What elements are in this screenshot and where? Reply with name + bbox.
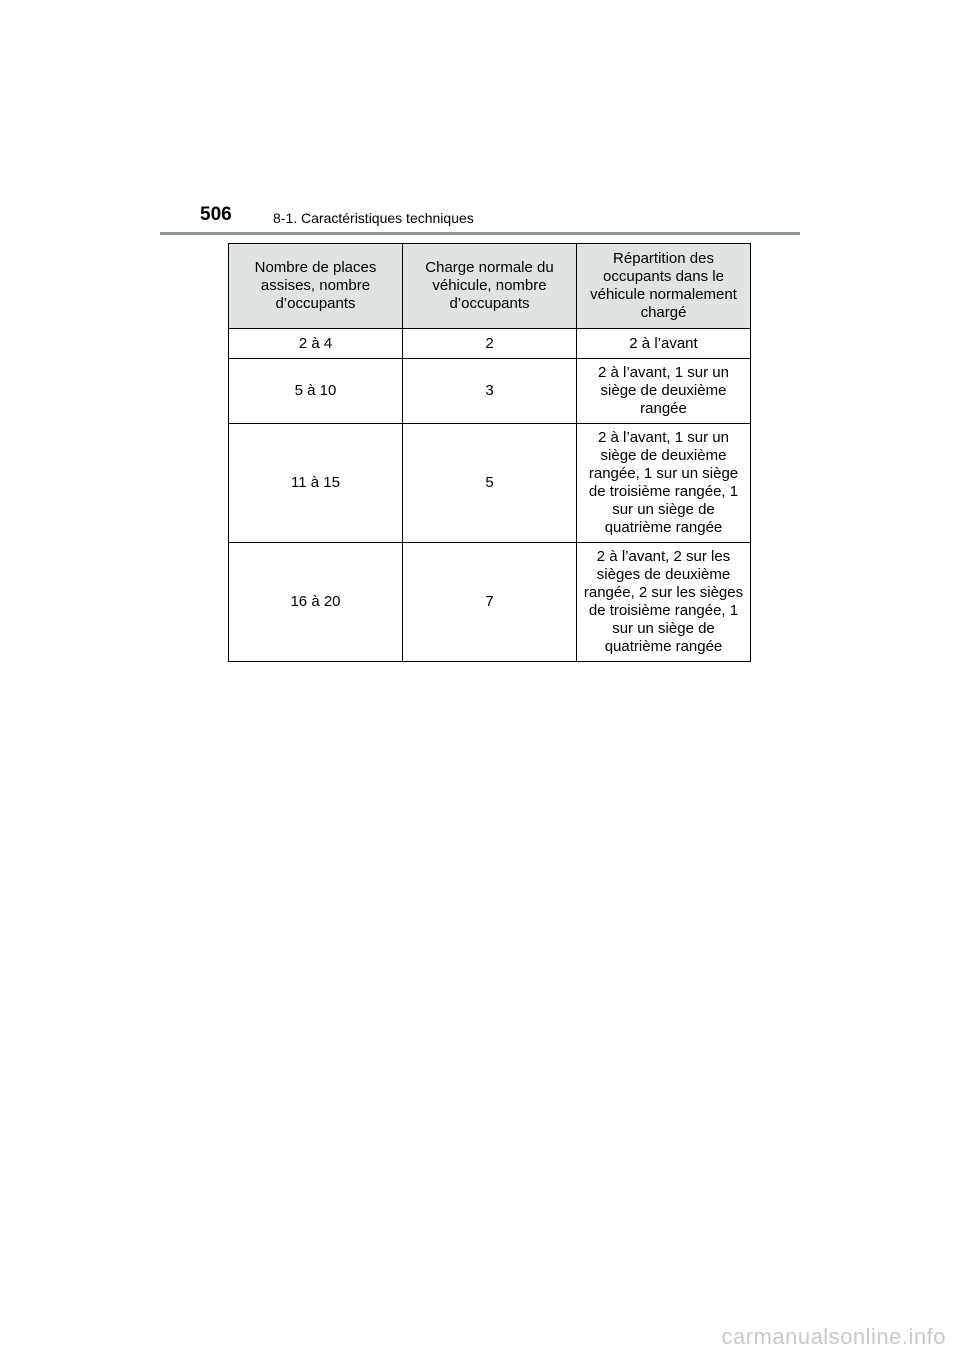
table-header-row — [229, 244, 751, 329]
table-row — [229, 359, 751, 424]
table-row — [229, 329, 751, 359]
cell-seating-capacity: 5 à 10 — [229, 359, 403, 424]
page-header — [160, 200, 800, 236]
cell-normal-load: 7 — [403, 543, 577, 662]
page-number: 506 — [200, 204, 232, 225]
cell-normal-load: 2 — [403, 329, 577, 359]
cell-seating-capacity: 2 à 4 — [229, 329, 403, 359]
watermark: carmanualsonline.info — [721, 1324, 946, 1349]
cell-distribution: 2 à l’avant, 1 sur un siège de deuxième rangée, 1 sur un siège de troisième rangée, 1 sur un siège de quatrième rangée — [577, 424, 751, 543]
cell-normal-load: 5 — [403, 424, 577, 543]
table-row — [229, 543, 751, 662]
section-title: 8-1. Caractéristiques techniques — [273, 210, 474, 226]
header-rule — [160, 232, 800, 235]
cell-seating-capacity: 11 à 15 — [229, 424, 403, 543]
cell-normal-load: 3 — [403, 359, 577, 424]
cell-seating-capacity: 16 à 20 — [229, 543, 403, 662]
cell-distribution: 2 à l’avant, 2 sur les sièges de deuxième rangée, 2 sur les sièges de troisième rangée, 1 sur un siège de quatrième rangée — [577, 543, 751, 662]
cell-distribution: 2 à l’avant — [577, 329, 751, 359]
cell-distribution: 2 à l’avant, 1 sur un siège de deuxième rangée — [577, 359, 751, 424]
header-normal-load: Charge normale du véhicule, nombre d’occupants — [403, 244, 577, 329]
occupant-distribution-table — [228, 243, 751, 662]
header-occupant-distribution: Répartition des occupants dans le véhicule normalement chargé — [577, 244, 751, 329]
table-row — [229, 424, 751, 543]
header-seating-capacity: Nombre de places assises, nombre d’occupants — [229, 244, 403, 329]
